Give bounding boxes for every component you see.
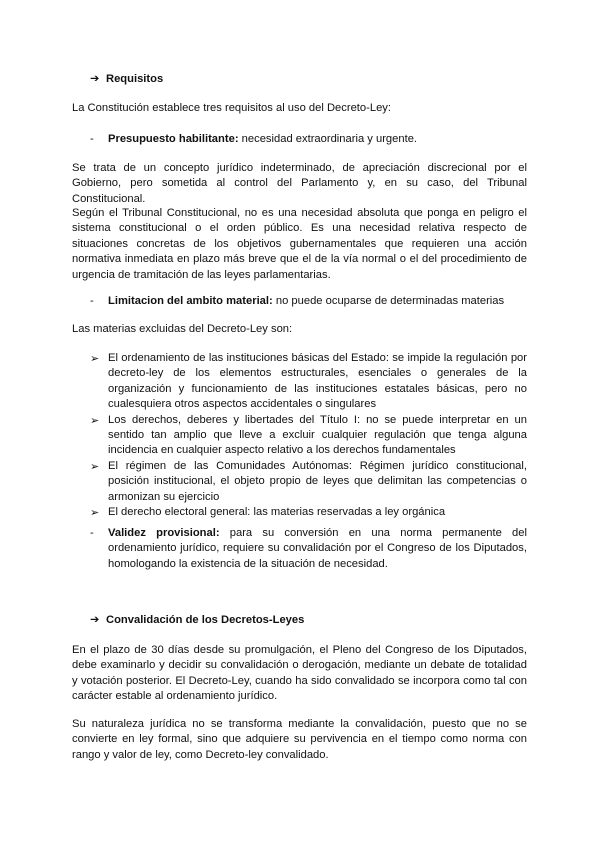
paragraph: En el plazo de 30 días desde su promulgación, el Pleno del Congreso de los Diputados, debe examinarlo y decidir su convalidación o derogación, mediante un debate de totalidad y votación posterior. El Decreto-Ley, cuando ha sido convalidado se incorpora como tal con carácter estable al ordenamiento jurídico. (72, 644, 527, 703)
requirement-label: Validez provisional: (108, 527, 220, 539)
bullet-arrow-icon: ➢ (90, 459, 100, 473)
requirement-label: Presupuesto habilitante: (108, 133, 239, 145)
requirement-text: no puede ocuparse de determinadas materias (272, 295, 505, 307)
list-item: ➢ El ordenamiento de las instituciones básicas del Estado: se impide la regulación por decreto-ley de los elementos estructurales, esenciales o generales de la organización y funcionamiento de las instituciones estatales básicas, pero no cualesquiera otros aspectos accidentales o singulares (90, 352, 527, 411)
arrow-icon: ➔ (90, 614, 100, 626)
paragraph: Su naturaleza jurídica no se transforma mediante la convalidación, puesto que no se convierte en ley formal, sino que adquiere su pervivencia en el tiempo como norma con rango y valor de ley, como Decreto-ley convalidado. (72, 718, 527, 761)
heading-convalidacion (90, 613, 545, 628)
heading-requisitos (90, 72, 545, 87)
dash-marker: - (90, 527, 94, 539)
bullet-arrow-icon: ➢ (90, 413, 100, 427)
paragraph: Se trata de un concepto jurídico indeterminado, de apreciación discrecional por el Gobierno, pero sometida al control del Parlamento y, en su caso, del Tribunal Constitucional. (72, 162, 527, 205)
list-item: ➢ Los derechos, deberes y libertades del Título I: no se puede interpretar en un sentido tan amplio que lleve a excluir cualquier regulación que tenga alguna incidencia en cualquier aspecto relativo a los derechos fundamentales (90, 413, 527, 457)
arrow-icon: ➔ (90, 73, 100, 85)
excluded-matters-list (90, 351, 527, 520)
heading-text: Requisitos (106, 73, 164, 85)
requirement-text: para su conversión en una norma permanente del ordenamiento jurídico, requiere su convalidación por el Congreso de los Diputados, homologando la existencia de la situación de necesidad. (108, 527, 527, 570)
heading-text: Convalidación de los Decretos-Leyes (106, 614, 305, 626)
materias-intro: Las materias excluidas del Decreto-Ley son: (72, 323, 293, 335)
bullet-arrow-icon: ➢ (90, 352, 100, 365)
bullet-arrow-icon: ➢ (90, 506, 100, 520)
paragraph: Según el Tribunal Constitucional, no es una necesidad absoluta que ponga en peligro el sistema constitucional o el orden público. Es una necesidad relativa respecto de situaciones concretas de los objetivos gubernamentales que requieren una acción normativa inmediata en plazo más breve que el de la vía normal o el del procedimiento de urgencia de tramitación de las leyes parlamentarias. (72, 207, 527, 281)
requirement-item (90, 526, 527, 572)
requirement-label: Limitacion del ambito material: (108, 295, 273, 307)
list-item: ➢ El régimen de las Comunidades Autónomas: Régimen jurídico constitucional, posición institucional, el objeto propio de leyes que delimitan las competencias o armonizan su ejercicio (90, 459, 527, 503)
requirement-item (90, 294, 527, 309)
dash-marker: - (90, 295, 94, 307)
dash-marker: - (90, 133, 94, 145)
list-item: ➢ El derecho electoral general: las materias reservadas a ley orgánica (90, 506, 446, 520)
intro-paragraph: La Constitución establece tres requisitos al uso del Decreto-Ley: (72, 102, 392, 114)
requirement-item (90, 132, 527, 147)
requirement-text: necesidad extraordinaria y urgente. (238, 133, 418, 145)
